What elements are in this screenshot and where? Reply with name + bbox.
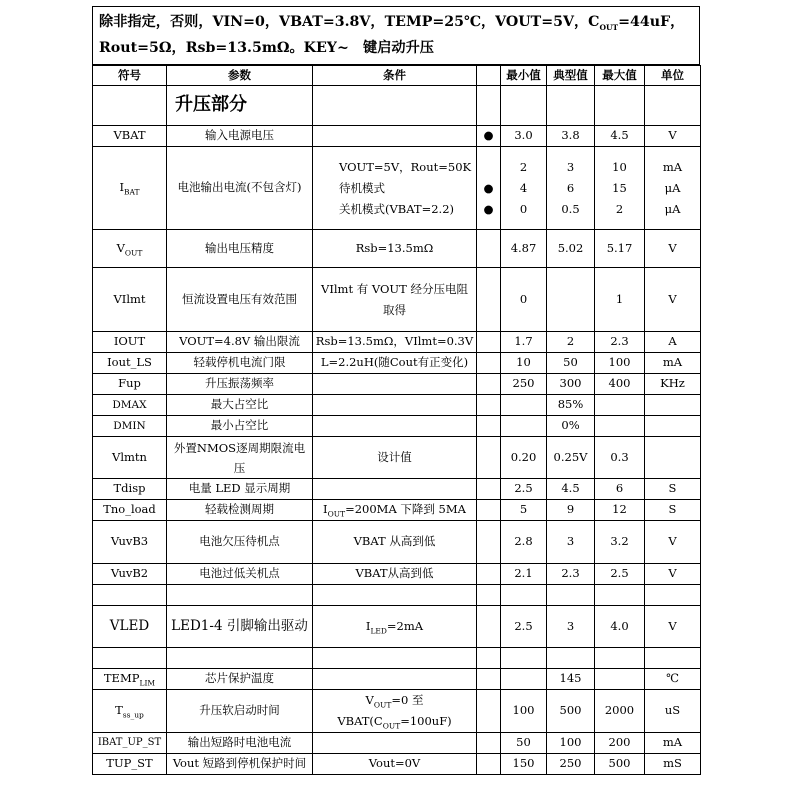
max-value: 0.3 (595, 437, 645, 479)
table-row (93, 147, 701, 230)
section-row (93, 86, 701, 126)
max-value: 4.0 (595, 606, 645, 648)
max-value: 5.17 (595, 230, 645, 268)
table-row (93, 754, 701, 775)
min-value: 2.5 (501, 606, 547, 648)
symbol: VBAT (93, 126, 167, 147)
header-condition: 条件 (313, 66, 477, 86)
symbol: IOUT (93, 332, 167, 353)
max-value: 3.2 (595, 521, 645, 564)
table-row (93, 690, 701, 733)
unit: V (645, 268, 701, 332)
unit: mS (645, 754, 701, 775)
condition: VIlmt 有 VOUT 经分压电阻取得 (313, 268, 477, 332)
param: 恒流设置电压有效范围 (167, 268, 313, 332)
min-value: 2 4 0 (501, 147, 547, 230)
symbol: Tno_load (93, 500, 167, 521)
header-max: 最大值 (595, 66, 645, 86)
typ-value: 100 (547, 733, 595, 754)
param: 轻载停机电流门限 (167, 353, 313, 374)
condition: VOUT=5V，Rout=50K 待机模式 关机模式(VBAT=2.2) (313, 147, 477, 230)
param: 芯片保护温度 (167, 669, 313, 690)
typ-value (547, 268, 595, 332)
max-value: 12 (595, 500, 645, 521)
param: Vout 短路到停机保护时间 (167, 754, 313, 775)
param: 外置NMOS逐周期限流电压 (167, 437, 313, 479)
max-value: 400 (595, 374, 645, 395)
unit: V (645, 564, 701, 585)
param: 升压软启动时间 (167, 690, 313, 733)
empty-row (93, 585, 701, 606)
symbol: DMAX (93, 395, 167, 416)
param: 最大占空比 (167, 395, 313, 416)
table-row (93, 521, 701, 564)
param: 输出电压精度 (167, 230, 313, 268)
section-title: 升压部分 (167, 86, 313, 126)
unit: V (645, 521, 701, 564)
condition: Vout=0V (313, 754, 477, 775)
table-row (93, 606, 701, 648)
empty-row (93, 648, 701, 669)
table-row (93, 230, 701, 268)
param: 电量 LED 显示周期 (167, 479, 313, 500)
symbol: $I_{BAT}$ (93, 147, 167, 230)
typ-value: 500 (547, 690, 595, 733)
param: 最小占空比 (167, 416, 313, 437)
conditions-line-2: Rout=5Ω，Rsb=13.5mΩ。KEY~ 键启动升压 (99, 40, 434, 56)
symbol: IBAT_UP_ST (93, 733, 167, 754)
table-row (93, 374, 701, 395)
condition (313, 479, 477, 500)
unit: ℃ (645, 669, 701, 690)
unit: V (645, 126, 701, 147)
condition: 设计值 (313, 437, 477, 479)
max-value: 6 (595, 479, 645, 500)
unit (645, 437, 701, 479)
max-value: 200 (595, 733, 645, 754)
table-row (93, 268, 701, 332)
header-symbol: 符号 (93, 66, 167, 86)
header-min: 最小值 (501, 66, 547, 86)
condition: VBAT 从高到低 (313, 521, 477, 564)
min-value: 5 (501, 500, 547, 521)
typ-value: 0% (547, 416, 595, 437)
condition: Rsb=13.5mΩ，VIlmt=0.3V (313, 332, 477, 353)
table-row (93, 126, 701, 147)
min-value: 2.8 (501, 521, 547, 564)
symbol: Tdisp (93, 479, 167, 500)
typ-value: 300 (547, 374, 595, 395)
param: 升压振荡频率 (167, 374, 313, 395)
min-value: 3.0 (501, 126, 547, 147)
param: 电池输出电流(不包含灯) (167, 147, 313, 230)
table-row (93, 669, 701, 690)
spec-document (92, 6, 700, 775)
typ-value: 3 (547, 521, 595, 564)
symbol: Vlmtn (93, 437, 167, 479)
table-row (93, 564, 701, 585)
max-value: 2.5 (595, 564, 645, 585)
max-value: 500 (595, 754, 645, 775)
min-value: 10 (501, 353, 547, 374)
param: 电池欠压待机点 (167, 521, 313, 564)
condition: $V_{OUT}=0$ 至 $VBAT(C_{OUT}=100uF)$ (313, 690, 477, 733)
condition: Rsb=13.5mΩ (313, 230, 477, 268)
typ-value: 85% (547, 395, 595, 416)
min-value: 4.87 (501, 230, 547, 268)
condition: VBAT从高到低 (313, 564, 477, 585)
unit: S (645, 500, 701, 521)
header-unit: 单位 (645, 66, 701, 86)
unit: V (645, 606, 701, 648)
table-row (93, 500, 701, 521)
symbol: VLED (93, 606, 167, 648)
symbol: DMIN (93, 416, 167, 437)
condition (313, 374, 477, 395)
symbol: VIlmt (93, 268, 167, 332)
param: 电池过低关机点 (167, 564, 313, 585)
min-value: 50 (501, 733, 547, 754)
param: 输出短路时电池电流 (167, 733, 313, 754)
typ-value: 3 (547, 606, 595, 648)
unit: mA (645, 353, 701, 374)
param: 输入电源电压 (167, 126, 313, 147)
table-row (93, 479, 701, 500)
unit: uS (645, 690, 701, 733)
min-value: 250 (501, 374, 547, 395)
symbol: $V_{OUT}$ (93, 230, 167, 268)
typ-value: 250 (547, 754, 595, 775)
typ-value: 4.5 (547, 479, 595, 500)
condition: L=2.2uH(随Cout有正变化) (313, 353, 477, 374)
table-row (93, 733, 701, 754)
unit: A (645, 332, 701, 353)
conditions-line-1: 除非指定，否则，VIN=0，VBAT=3.8V，TEMP=25℃，VOUT=5V，$C_{OUT}=44uF$， (99, 14, 685, 32)
symbol: VuvB3 (93, 521, 167, 564)
min-value: 2.1 (501, 564, 547, 585)
symbol: Fup (93, 374, 167, 395)
table-row (93, 437, 701, 479)
max-value: 10 15 2 (595, 147, 645, 230)
table-row (93, 332, 701, 353)
typ-value: 5.02 (547, 230, 595, 268)
symbol: $TEMP_{LIM}$ (93, 669, 167, 690)
unit: KHz (645, 374, 701, 395)
max-value: 100 (595, 353, 645, 374)
typ-value: 3 6 0.5 (547, 147, 595, 230)
bullet-mark: ● (477, 126, 501, 147)
min-value: 150 (501, 754, 547, 775)
electrical-characteristics-table (92, 65, 701, 775)
unit: mA (645, 733, 701, 754)
symbol: Iout_LS (93, 353, 167, 374)
table-row (93, 395, 701, 416)
header-param: 参数 (167, 66, 313, 86)
max-value: 2.3 (595, 332, 645, 353)
table-row (93, 416, 701, 437)
min-value: 0.20 (501, 437, 547, 479)
symbol: VuvB2 (93, 564, 167, 585)
typ-value: 0.25V (547, 437, 595, 479)
min-value: 100 (501, 690, 547, 733)
typ-value: 2 (547, 332, 595, 353)
typ-value: 145 (547, 669, 595, 690)
bullet-marks: ● ● (477, 147, 501, 230)
unit: S (645, 479, 701, 500)
unit: V (645, 230, 701, 268)
min-value: 2.5 (501, 479, 547, 500)
unit: mA μA μA (645, 147, 701, 230)
typ-value: 2.3 (547, 564, 595, 585)
param: LED1-4 引脚输出驱动 (167, 606, 313, 648)
header-mark (477, 66, 501, 86)
param: VOUT=4.8V 输出限流 (167, 332, 313, 353)
condition (313, 733, 477, 754)
max-value: 2000 (595, 690, 645, 733)
max-value: 4.5 (595, 126, 645, 147)
header-typ: 典型值 (547, 66, 595, 86)
min-value: 1.7 (501, 332, 547, 353)
max-value: 1 (595, 268, 645, 332)
typ-value: 9 (547, 500, 595, 521)
table-header-row (93, 66, 701, 86)
typ-value: 3.8 (547, 126, 595, 147)
table-row (93, 353, 701, 374)
param: 轻载检测周期 (167, 500, 313, 521)
condition: $I_{OUT}=200MA$ 下降到 5MA (313, 500, 477, 521)
conditions-box (92, 6, 700, 65)
symbol: TUP_ST (93, 754, 167, 775)
condition: $I_{LED}=2mA$ (313, 606, 477, 648)
symbol: $T_{ss\_up}$ (93, 690, 167, 733)
min-value: 0 (501, 268, 547, 332)
typ-value: 50 (547, 353, 595, 374)
